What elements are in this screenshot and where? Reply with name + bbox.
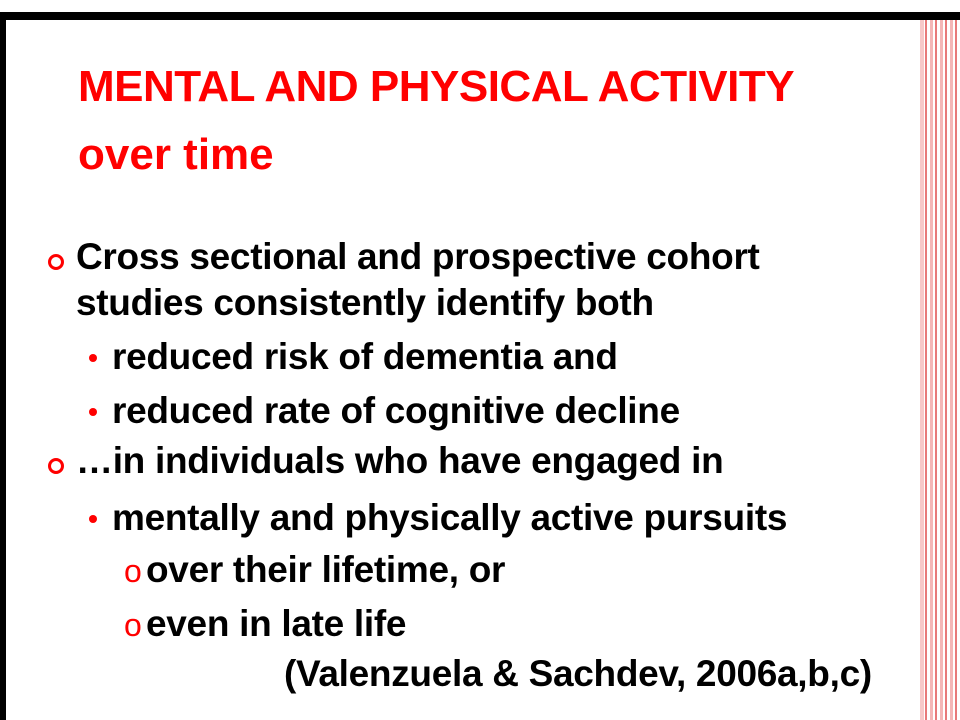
slide-top-border [0,12,960,20]
sub-bullet-reduced-risk: reduced risk of dementia and [112,336,618,377]
bullet-text-continuation: studies consistently identify both [76,282,654,323]
bullet-circle-icon: o [124,553,142,589]
slide-title: MENTAL AND PHYSICAL ACTIVITY [78,62,795,111]
bullet-text-cross-sectional: Cross sectional and prospective cohort [76,236,760,277]
bullet-text-in-individuals: …in individuals who have engaged in [76,440,724,481]
sub-sub-bullet-late-life: even in late life [146,603,407,644]
bullet-dot-icon [89,515,97,523]
bullet-dot-icon [89,408,97,416]
bullet-ring-icon [48,254,64,270]
bullet-dot-icon [89,354,97,362]
slide-right-border-inner [920,20,924,720]
sub-sub-bullet-lifetime: over their lifetime, or [146,549,506,590]
slide-right-decorative-border [920,20,960,720]
bullet-ring-icon [48,458,64,474]
bullet-circle-icon: o [124,607,142,643]
slide-subtitle: over time [78,130,274,179]
citation: (Valenzuela & Sachdev, 2006a,b,c) [284,653,872,694]
sub-bullet-reduced-rate: reduced rate of cognitive decline [112,390,680,431]
slide-left-border [0,12,6,720]
sub-bullet-active-pursuits: mentally and physically active pursuits [112,497,788,538]
